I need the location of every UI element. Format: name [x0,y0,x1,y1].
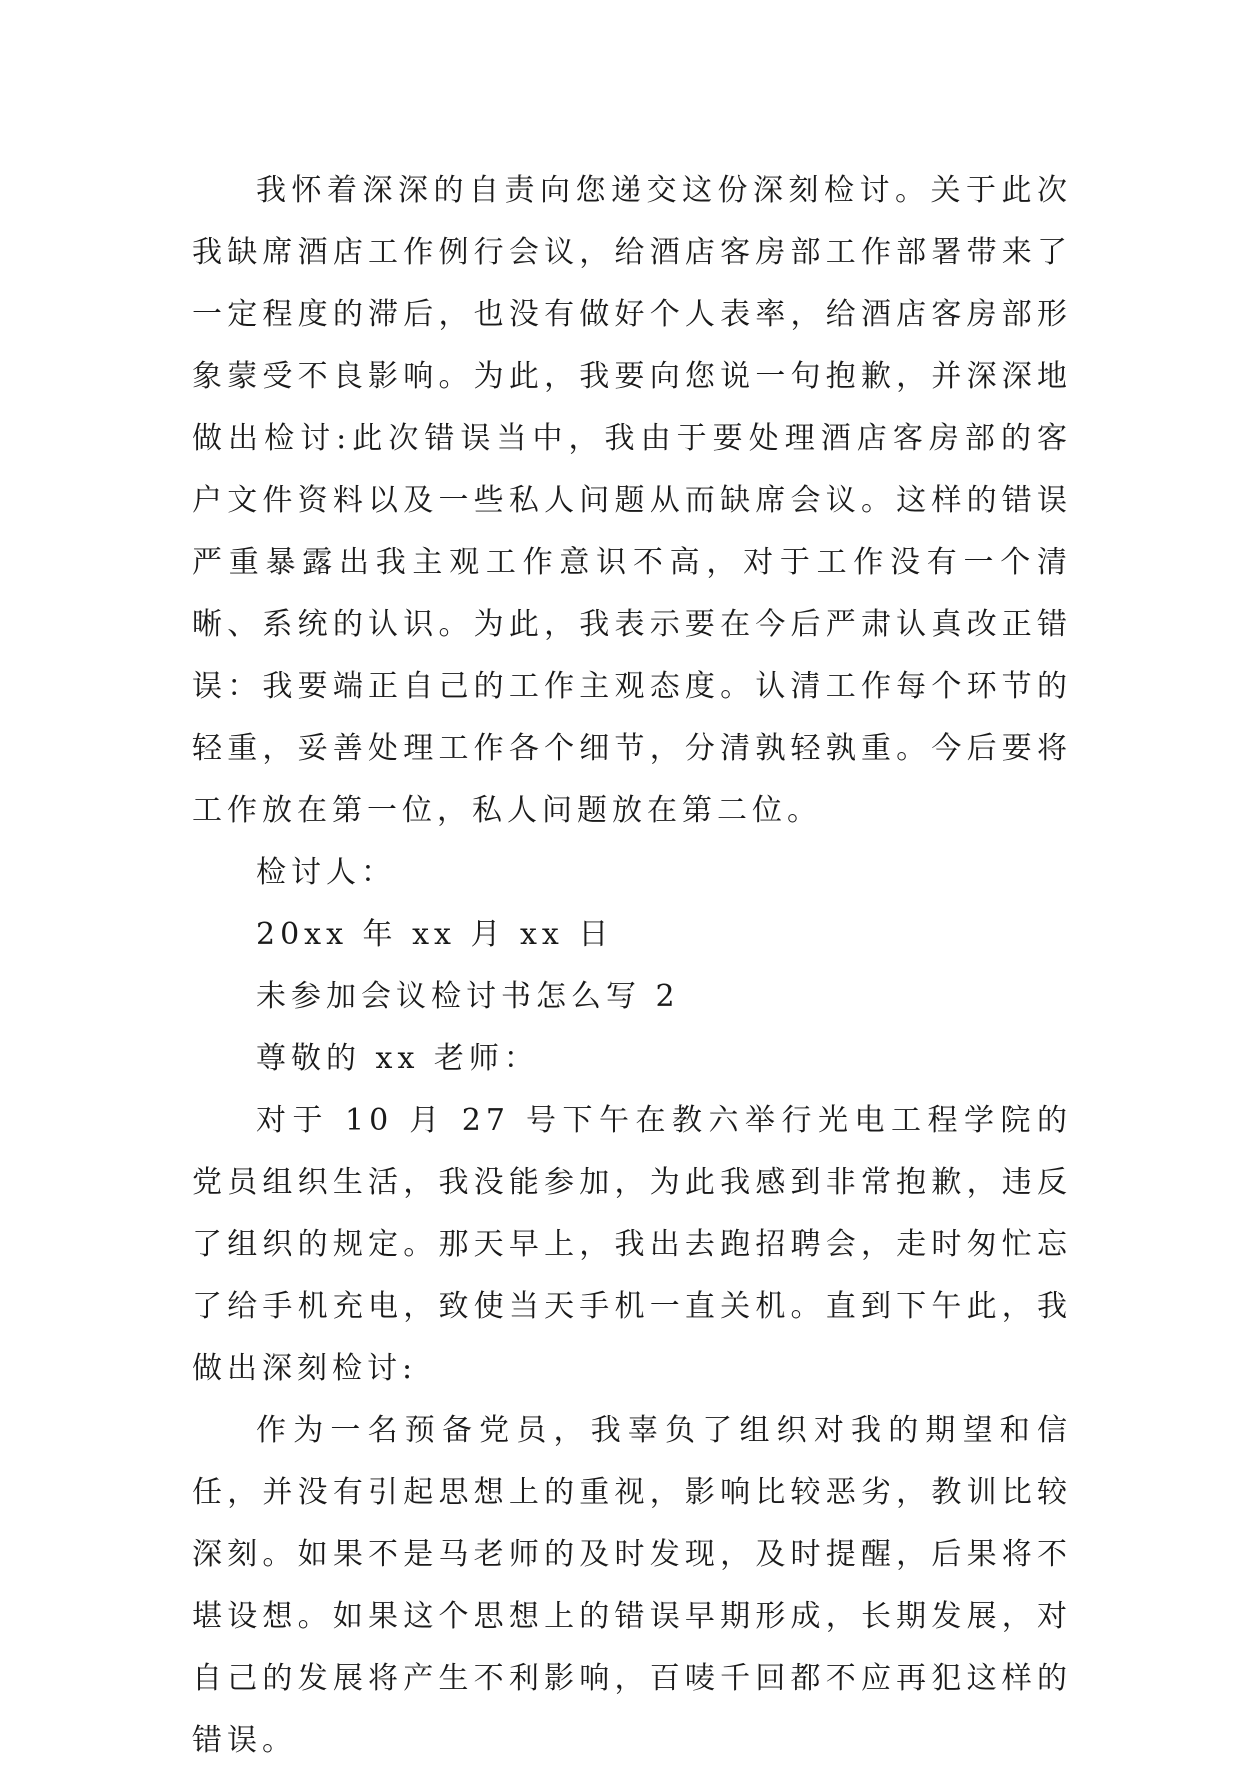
paragraph-missed-meeting: 对于 10 月 27 号下午在教六举行光电工程学院的党员组织生活，我没能参加，为此我感到非常抱歉，违反了组织的规定。那天早上，我出去跑招聘会，走时匆忙忘了给手机充电，致使当天手机一直关机。直到下午此，我做出深刻检讨: [192,1103,1072,1386]
section-title: 未参加会议检讨书怎么写 2 [256,979,680,1014]
signer-label: 检讨人： [256,855,396,890]
salutation: 尊敬的 xx 老师： [256,1041,539,1076]
date-line: 20xx 年 xx 月 xx 日 [256,917,614,952]
paragraph-reflection: 作为一名预备党员，我辜负了组织对我的期望和信任，并没有引起思想上的重视，影响比较恶劣，教训比较深刻。如果不是马老师的及时发现，及时提醒，后果将不堪设想。如果这个思想上的错误早期形成，长期发展，对自己的发展将产生不利影响，百唛千回都不应再犯这样的错误。 [192,1413,1072,1758]
document-body [192,160,1072,1772]
paragraph-apology-hotel: 我怀着深深的自责向您递交这份深刻检讨。关于此次我缺席酒店工作例行会议，给酒店客房部工作部署带来了一定程度的滞后，也没有做好个人表率，给酒店客房部形象蒙受不良影响。为此，我要向您说一句抱歉，并深深地做出检讨:此次错误当中，我由于要处理酒店客房部的客户文件资料以及一些私人问题从而缺席会议。这样的错误严重暴露出我主观工作意识不高，对于工作没有一个清晰、系统的认识。为此，我表示要在今后严肃认真改正错误：我要端正自己的工作主观态度。认清工作每个环节的轻重，妥善处理工作各个细节，分清孰轻孰重。今后要将工作放在第一位，私人问题放在第二位。 [192,173,1072,828]
